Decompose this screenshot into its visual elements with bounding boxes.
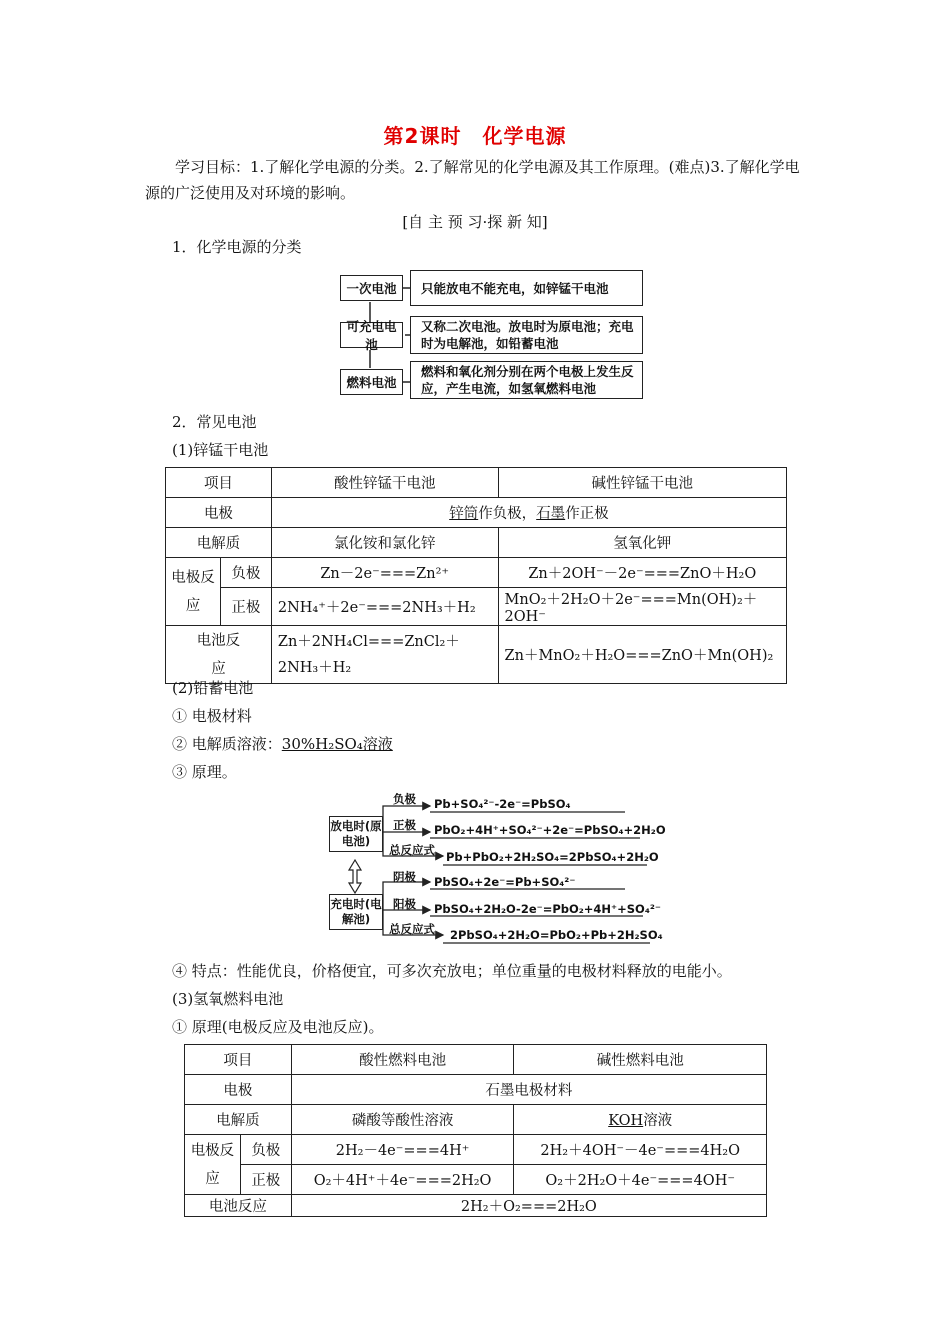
heading-common-batteries: 2．常见电池 [172, 413, 257, 431]
rechargeable-battery-desc: 又称二次电池。放电时为原电池；充电时为电解池，如铅蓄电池 [410, 316, 643, 354]
primary-battery-desc: 只能放电不能充电，如锌锰干电池 [410, 270, 643, 306]
fuel-cell-label: 燃料电池 [340, 369, 403, 395]
row-label: 电解质 [166, 528, 272, 558]
table-cell: Zn＋2OH⁻－2e⁻===ZnO＋H₂O [498, 558, 786, 588]
heading-hydrogen-oxygen: (3)氢氧燃料电池 [172, 990, 284, 1008]
row-sublabel: 正极 [220, 588, 271, 626]
heading-classification: 1．化学电源的分类 [172, 238, 302, 256]
row-label: 电池反应 [166, 626, 272, 684]
charge-cathode-eq: PbSO₄+2e⁻=Pb+SO₄²⁻ [434, 875, 576, 889]
discharge-negative-label: 负极 [393, 792, 416, 806]
section-header: [自 主 预 习·探 新 知] [402, 213, 548, 231]
row-sublabel: 正极 [240, 1165, 291, 1195]
zinc-manganese-table [165, 467, 787, 684]
row-sublabel: 负极 [240, 1135, 291, 1165]
heading-lead-acid: (2)铅蓄电池 [172, 679, 254, 697]
table-cell: Zn＋2NH₄Cl===ZnCl₂＋2NH₃＋H₂ [271, 626, 498, 684]
lead-item-2-prefix: ② 电解质溶液： [172, 735, 282, 753]
page-title: 第2课时 化学电源 [383, 124, 567, 148]
row-label: 电极反应 [185, 1135, 241, 1195]
discharge-total-label: 总反应式 [389, 843, 435, 857]
table-header-cell: 碱性锌锰干电池 [498, 468, 786, 498]
table-cell: 2H₂＋4OH⁻－4e⁻===4H₂O [514, 1135, 767, 1165]
table-cell: O₂＋2H₂O＋4e⁻===4OH⁻ [514, 1165, 767, 1195]
row-label: 电极 [166, 498, 272, 528]
row-sublabel: 负极 [220, 558, 271, 588]
table-cell: KOH溶液 [514, 1105, 767, 1135]
charge-total-label: 总反应式 [389, 922, 435, 936]
table-header-cell: 项目 [185, 1045, 292, 1075]
table-cell: MnO₂＋2H₂O＋2e⁻===Mn(OH)₂＋2OH⁻ [498, 588, 786, 626]
fuel-cell-desc: 燃料和氧化剂分别在两个电极上发生反应，产生电流，如氢氧燃料电池 [410, 361, 643, 399]
table-cell: 磷酸等酸性溶液 [291, 1105, 514, 1135]
charge-total-eq: 2PbSO₄+2H₂O=PbO₂+Pb+2H₂SO₄ [450, 928, 663, 942]
discharge-total-eq: Pb+PbO₂+2H₂SO₄=2PbSO₄+2H₂O [446, 850, 659, 864]
table-cell: 氯化铵和氯化锌 [271, 528, 498, 558]
table-cell: 2NH₄⁺＋2e⁻===2NH₃＋H₂ [271, 588, 498, 626]
row-label: 电极反应 [166, 558, 221, 626]
fuel-cell-table [184, 1044, 767, 1217]
discharge-box: 放电时(原电池) [329, 816, 383, 852]
table-cell: Zn－2e⁻===Zn²⁺ [271, 558, 498, 588]
discharge-positive-eq: PbO₂+4H⁺+SO₄²⁻+2e⁻=PbSO₄+2H₂O [434, 823, 666, 837]
charge-box: 充电时(电解池) [329, 894, 383, 930]
table-cell: 2H₂＋O₂===2H₂O [291, 1195, 766, 1217]
row-label: 电池反应 [185, 1195, 292, 1217]
primary-battery-label: 一次电池 [340, 275, 403, 301]
lead-item-3: ③ 原理。 [172, 763, 237, 781]
table-header-cell: 碱性燃料电池 [514, 1045, 767, 1075]
table-header-cell: 项目 [166, 468, 272, 498]
table-cell: 2H₂－4e⁻===4H⁺ [291, 1135, 514, 1165]
electrode-value: 锌筒作负极，石墨作正极 [271, 498, 786, 528]
rechargeable-battery-label: 可充电电池 [340, 322, 403, 348]
row-label: 电解质 [185, 1105, 292, 1135]
electrode-value: 石墨电极材料 [291, 1075, 766, 1105]
table-cell: O₂＋4H⁺＋4e⁻===2H₂O [291, 1165, 514, 1195]
table-header-cell: 酸性燃料电池 [291, 1045, 514, 1075]
table-cell: 氢氧化钾 [498, 528, 786, 558]
row-label: 电极 [185, 1075, 292, 1105]
learning-objectives: 学习目标：1.了解化学电源的分类。2.了解常见的化学电源及其工作原理。(难点)3.了解化学电源的广泛使用及对环境的影响。 [145, 158, 800, 202]
discharge-positive-label: 正极 [393, 818, 416, 832]
charge-anode-label: 阳极 [393, 897, 416, 911]
lead-item-2-value: 30%H₂SO₄溶液 [281, 735, 393, 753]
fuel-item-1: ① 原理(电极反应及电池反应)。 [172, 1018, 384, 1036]
discharge-negative-eq: Pb+SO₄²⁻-2e⁻=PbSO₄ [434, 797, 571, 811]
lead-item-4: ④ 特点：性能优良，价格便宜，可多次充放电；单位重量的电极材料释放的电能小。 [172, 962, 732, 980]
table-cell: Zn＋MnO₂＋H₂O===ZnO＋Mn(OH)₂ [498, 626, 786, 684]
table-header-cell: 酸性锌锰干电池 [271, 468, 498, 498]
charge-cathode-label: 阴极 [393, 870, 416, 884]
heading-zinc-manganese: (1)锌锰干电池 [172, 441, 269, 459]
charge-anode-eq: PbSO₄+2H₂O-2e⁻=PbO₂+4H⁺+SO₄²⁻ [434, 902, 661, 916]
lead-item-2 [172, 733, 393, 755]
lead-item-1: ① 电极材料 [172, 707, 252, 725]
